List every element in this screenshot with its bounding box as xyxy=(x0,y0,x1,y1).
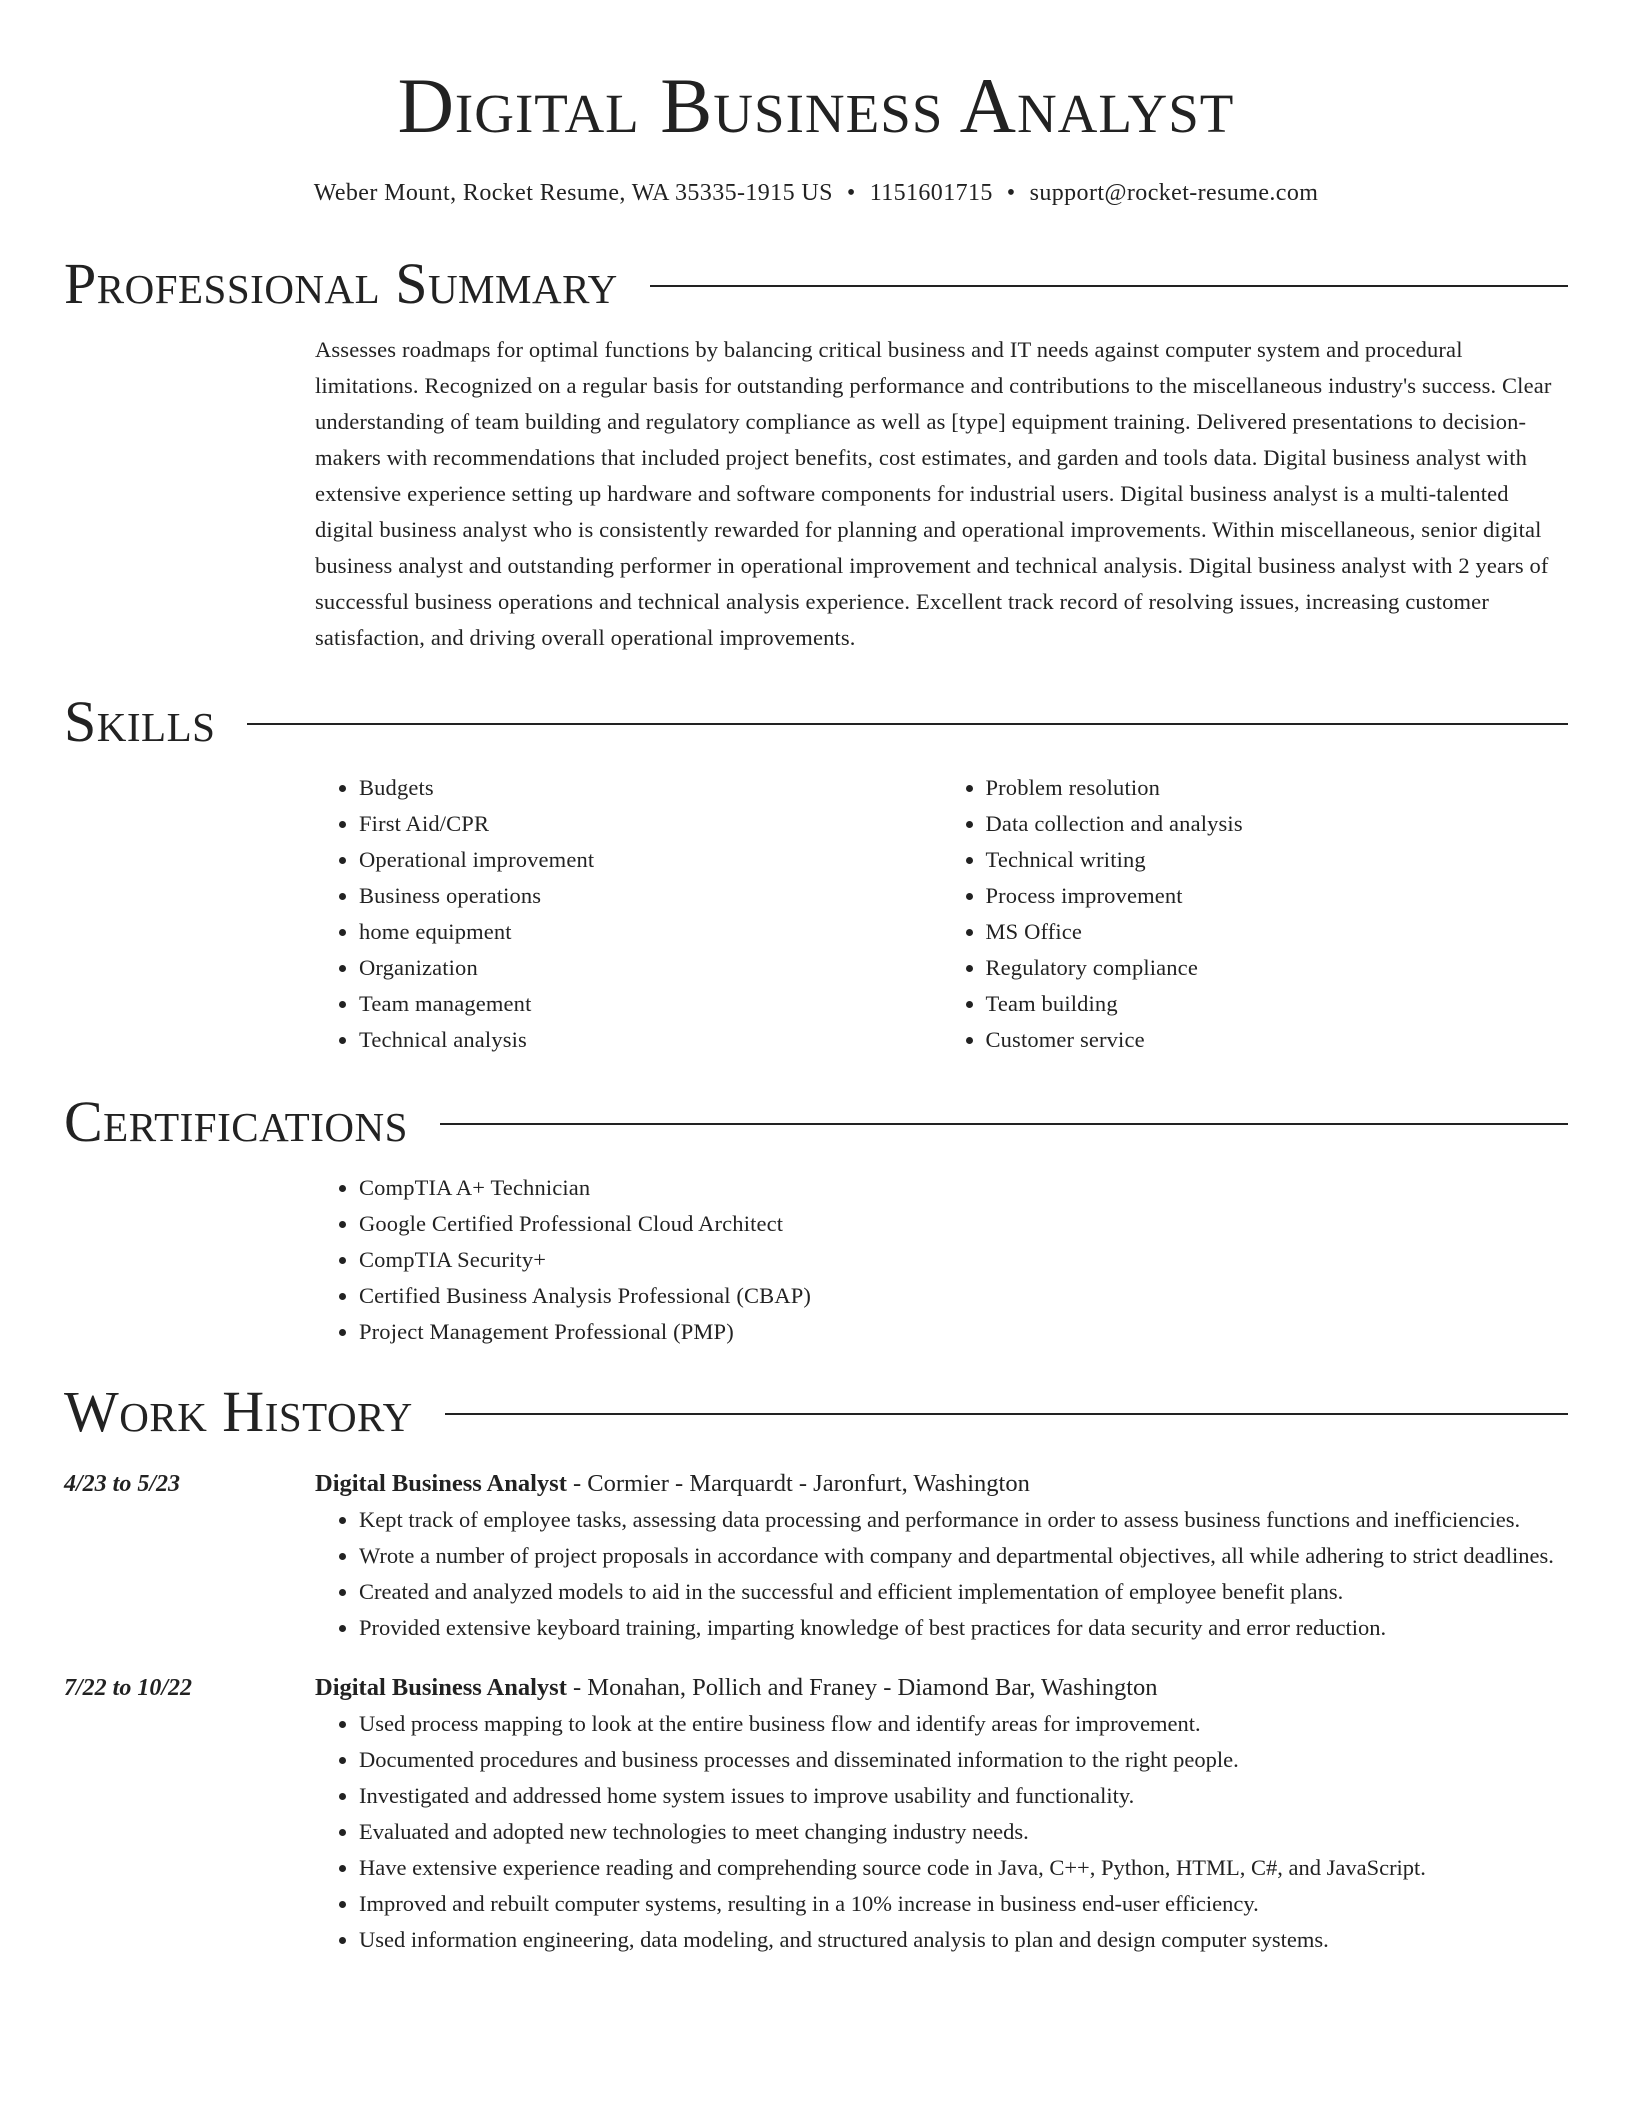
work-history-section-header xyxy=(64,1376,1568,1448)
job-employer: - Cormier - Marquardt - Jaronfurt, Washington xyxy=(566,1470,1030,1497)
contact-separator: • xyxy=(1006,180,1016,206)
skill-item: • MS Office xyxy=(986,914,1569,950)
skill-item: • Team building xyxy=(986,986,1569,1022)
section-divider xyxy=(445,1413,1568,1415)
skills-section-header xyxy=(64,686,1568,758)
job-bullet: • Used process mapping to look at the entire business flow and identify areas for improvement. xyxy=(359,1706,1568,1742)
skill-item: • Regulatory compliance xyxy=(986,950,1569,986)
job-bullet: • Investigated and addressed home system issues to improve usability and functionality. xyxy=(359,1778,1568,1814)
job-title: Digital Business Analyst xyxy=(315,1674,567,1701)
skill-item: • Data collection and analysis xyxy=(986,806,1569,842)
certifications-list xyxy=(315,1170,1568,1350)
certification-item: • CompTIA Security+ xyxy=(359,1242,1568,1278)
summary-section-header xyxy=(64,248,1568,320)
job-title-line xyxy=(315,1670,1568,1706)
certification-item: • Project Management Professional (PMP) xyxy=(359,1314,1568,1350)
job-bullet: • Wrote a number of project proposals in accordance with company and departmental objectives, all while adhering to strict deadlines. xyxy=(359,1538,1568,1574)
summary-text: Assesses roadmaps for optimal functions by balancing critical business and IT needs against computer system and procedural limitations. Recognized on a regular basis for outstanding performance and contributions to the miscellaneous industry's success. Clear understanding of team building and regulatory compliance as well as [type] equipment training. Delivered presentations to decision-makers with recommendations that included project benefits, cost estimates, and garden and tools data. Digital business analyst with extensive experience setting up hardware and software components for industrial users. Digital business analyst is a multi-talented digital business analyst who is consistently rewarded for planning and operational improvements. Within miscellaneous, senior digital business analyst and outstanding performer in operational improvement and technical analysis. Digital business analyst with 2 years of successful business operations and technical analysis experience. Excellent track record of resolving issues, increasing customer satisfaction, and driving overall operational improvements. xyxy=(315,337,1552,650)
contact-line xyxy=(64,176,1568,210)
resume-name: Digital Business Analyst xyxy=(397,62,1235,149)
job-details xyxy=(315,1670,1568,1958)
skills-column-left xyxy=(315,770,942,1058)
contact-separator: • xyxy=(846,180,856,206)
skill-item: • Team management xyxy=(359,986,942,1022)
certifications-section-header xyxy=(64,1086,1568,1158)
section-divider xyxy=(440,1123,1568,1125)
job-bullet: • Evaluated and adopted new technologies to meet changing industry needs. xyxy=(359,1814,1568,1850)
skill-item: • Business operations xyxy=(359,878,942,914)
section-divider xyxy=(247,723,1568,725)
contact-email: support@rocket-resume.com xyxy=(1029,180,1319,206)
skill-item: • home equipment xyxy=(359,914,942,950)
skills-column-right xyxy=(942,770,1569,1058)
job-entry xyxy=(64,1466,1568,1646)
skill-item: • First Aid/CPR xyxy=(359,806,942,842)
skill-item: • Budgets xyxy=(359,770,942,806)
skill-item: • Problem resolution xyxy=(986,770,1569,806)
contact-address: Weber Mount, Rocket Resume, WA 35335-1915 US xyxy=(313,180,833,206)
skill-item: • Process improvement xyxy=(986,878,1569,914)
certifications-heading: Certifications xyxy=(64,1089,408,1154)
job-details xyxy=(315,1466,1568,1646)
contact-phone: 1151601715 xyxy=(869,180,993,206)
job-bullet: • Used information engineering, data modeling, and structured analysis to plan and design computer systems. xyxy=(359,1922,1568,1958)
section-divider xyxy=(650,285,1568,287)
job-dates: 7/22 to 10/22 xyxy=(64,1675,193,1701)
skill-item: • Customer service xyxy=(986,1022,1569,1058)
job-bullet: • Have extensive experience reading and comprehending source code in Java, C++, Python, HTML, C#, and JavaScript. xyxy=(359,1850,1568,1886)
skills-heading: Skills xyxy=(64,689,216,754)
skill-item: • Technical writing xyxy=(986,842,1569,878)
job-title-line xyxy=(315,1466,1568,1502)
job-bullet: • Improved and rebuilt computer systems, resulting in a 10% increase in business end-user efficiency. xyxy=(359,1886,1568,1922)
job-bullet: • Kept track of employee tasks, assessing data processing and performance in order to assess business functions and inefficiencies. xyxy=(359,1502,1568,1538)
certification-item: • Certified Business Analysis Professional (CBAP) xyxy=(359,1278,1568,1314)
skill-item: • Operational improvement xyxy=(359,842,942,878)
job-employer: - Monahan, Pollich and Franey - Diamond Bar, Washington xyxy=(566,1674,1158,1701)
job-bullet: • Provided extensive keyboard training, imparting knowledge of best practices for data security and error reduction. xyxy=(359,1610,1568,1646)
skill-item: • Organization xyxy=(359,950,942,986)
job-title: Digital Business Analyst xyxy=(315,1470,567,1497)
job-dates: 4/23 to 5/23 xyxy=(64,1471,181,1497)
work-history-heading: Work History xyxy=(64,1379,413,1444)
job-bullets xyxy=(315,1502,1568,1646)
skills-list xyxy=(315,770,1568,1058)
job-bullets xyxy=(315,1706,1568,1958)
job-bullet: • Created and analyzed models to aid in the successful and efficient implementation of employee benefit plans. xyxy=(359,1574,1568,1610)
skill-item: • Technical analysis xyxy=(359,1022,942,1058)
resume-page xyxy=(64,0,1568,1958)
job-entry xyxy=(64,1670,1568,1958)
job-bullet: • Documented procedures and business processes and disseminated information to the right people. xyxy=(359,1742,1568,1778)
certification-item: • CompTIA A+ Technician xyxy=(359,1170,1568,1206)
certification-item: • Google Certified Professional Cloud Architect xyxy=(359,1206,1568,1242)
summary-heading: Professional Summary xyxy=(64,251,618,316)
